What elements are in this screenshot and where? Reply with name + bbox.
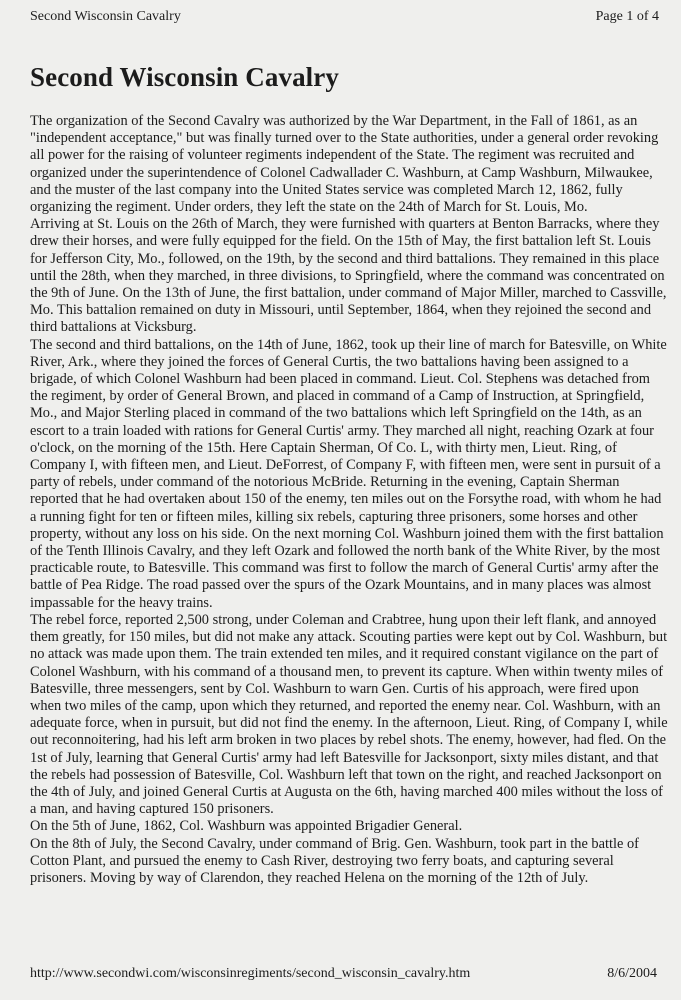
paragraph-promotion: On the 5th of June, 1862, Col. Washburn was appointed Brigadier General. [30, 818, 463, 835]
page-title: Second Wisconsin Cavalry [30, 62, 339, 92]
page-footer [30, 966, 657, 986]
paragraph-st-louis: Arriving at St. Louis on the 26th of March, they were furnished with quarters at Benton Barracks, where they drew their horses, and were fully equipped for the field. On the 15th of May, the first battalion left St. Louis for Jefferson City, Mo., followed, on the 19th, by the second and third battalions. They remained in this place until the 28th, when they marched, in three divisions, to Springfield, where the command was concentrated on the 9th of June. On the 13th of June, the first battalion, under command of Major Miller, marched to Cassville, Mo. This battalion remained on duty in Missouri, until September, 1864, when they rejoined the second and third battalions at Vicksburg. [30, 216, 667, 336]
footer-url: http://www.secondwi.com/wisconsinregiments/second_wisconsin_cavalry.htm [30, 966, 471, 981]
running-header [30, 9, 659, 29]
paragraph-cotton-plant: On the 8th of July, the Second Cavalry, under command of Brig. Gen. Washburn, took part in the battle of Cotton Plant, and pursued the enemy to Cash River, destroying two ferry boats, and capturing several prisoners. Moving by way of Clarendon, they reached Helena on the morning of the 12th of July. [30, 835, 639, 886]
paragraph-organization: The organization of the Second Cavalry was authorized by the War Department, in the Fall of 1861, as an "independent acceptance," but was finally turned over to the State authorities, under a general order revoking all power for the raising of volunteer regiments independent of the State. The regiment was recruited and organized under the superintendence of Colonel Cadwallader C. Washburn, at Camp Washburn, Milwaukee, and the muster of the last company into the United States service was completed March 12, 1862, fully organizing the regiment. Under orders, they left the state on the 24th of March for St. Louis, Mo. [30, 113, 659, 216]
footer-date: 8/6/2004 [607, 966, 657, 981]
paragraph-batesville-march: The second and third battalions, on the 14th of June, 1862, took up their line of march for Batesville, on White River, Ark., where they joined the forces of General Curtis, the two battalions having been assigned to a brigade, of which Colonel Washburn had been placed in command. Lieut. Col. Stephens was detached from the regiment, by order of General Brown, and placed in command of a Camp of Instruction, at Springfield, Mo., and Major Sterling placed in command of the two battalions which left Springfield on the 14th, as an escort to a train loaded with rations for General Curtis' army. They marched all night, reaching Ozark at four o'clock, on the morning of the 15th. Here Captain Sherman, Of Co. L, with thirty men, Lieut. Ring, of Company I, with fifteen men, and Lieut. DeForrest, of Company F, with fifteen men, were sent in pursuit of a party of rebels, under command of the notorious McBride. Returning in the evening, Captain Sherman reported that he had overtaken about 150 of the enemy, ten miles out on the Forsythe road, with whom he had a running fight for ten or fifteen miles, killing six rebels, capturing three prisoners, some horses and other property, without any loss on his side. On the next morning Col. Washburn joined them with the first battalion of the Tenth Illinois Cavalry, and they left Ozark and followed the north bank of the White River, by the most practicable route, to Batesville. This command was first to follow the march of General Curtis' army after the battle of Pea Ridge. The road passed over the spurs of the Ozark Mountains, and in many places was almost impassable for the heavy trains. [30, 336, 667, 611]
header-site-title: Second Wisconsin Cavalry [30, 9, 181, 24]
page-indicator: Page 1 of 4 [595, 9, 659, 24]
document-body [30, 113, 668, 887]
paragraph-rebel-force: The rebel force, reported 2,500 strong, under Coleman and Crabtree, hung upon their left flank, and annoyed them greatly, for 150 miles, but did not make any attack. Scouting parties were kept out by Col. Washburn, but no attack was made upon them. The train extended ten miles, and it required constant vigilance on the part of Colonel Washburn, with his command of a thousand men, to prevent its capture. When within twenty miles of Batesville, three messengers, sent by Col. Washburn to warn Gen. Curtis of his approach, were fired upon when two miles of the camp, upon which they returned, and reported the enemy near. Col. Washburn, with an adequate force, when in pursuit, but did not find the enemy. In the afternoon, Lieut. Ring, of Company I, while out reconnoitering, had his left arm broken in two places by rebel shots. The enemy, however, had fled. On the 1st of July, learning that General Curtis' army had left Batesville for Jacksonport, sixty miles distant, and that the rebels had possession of Batesville, Col. Washburn left that town on the right, and reached Jacksonport on the 4th of July, and joined General Curtis at Augusta on the 6th, having marched 400 miles without the loss of a man, and having captured 150 prisoners. [30, 611, 668, 818]
